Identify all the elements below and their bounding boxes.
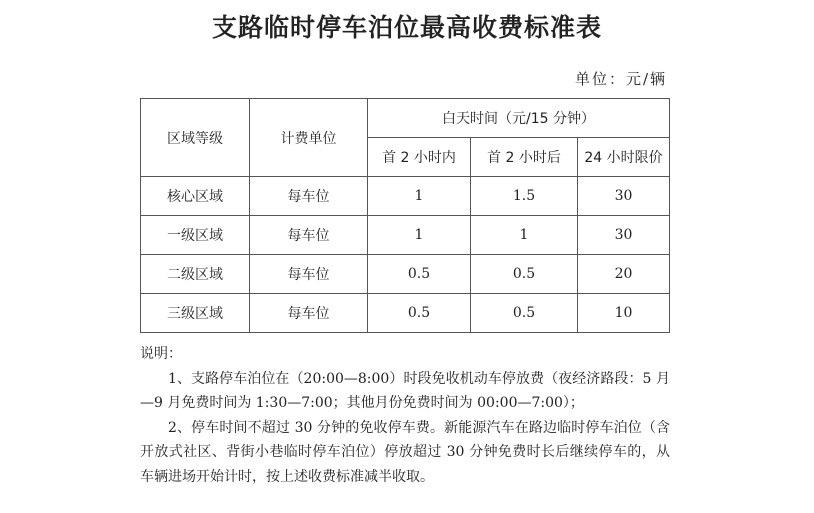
table-row	[141, 294, 670, 333]
cell: 1	[471, 216, 578, 255]
cell: 二级区域	[141, 255, 250, 294]
cell: 1	[368, 216, 471, 255]
cell: 0.5	[471, 294, 578, 333]
notes	[140, 342, 670, 489]
cell: 20	[578, 255, 670, 294]
header-zone: 区域等级	[141, 99, 250, 177]
cell: 一级区域	[141, 216, 250, 255]
cell: 每车位	[250, 294, 368, 333]
fee-table	[140, 98, 670, 333]
table-row	[141, 216, 670, 255]
note-1: 1、支路停车泊位在（20:00—8:00）时段免收机动车停放费（夜经济路段：5 月—9 月免费时间为 1:30—7:00；其他月份免费时间为 00:00—7:00）；	[140, 370, 670, 411]
cell: 三级区域	[141, 294, 250, 333]
cell: 30	[578, 216, 670, 255]
cell: 0.5	[471, 255, 578, 294]
cell: 1	[368, 177, 471, 216]
cell: 0.5	[368, 255, 471, 294]
table-row	[141, 177, 670, 216]
table-row	[141, 255, 670, 294]
header-after-2h: 首 2 小时后	[471, 138, 578, 177]
cell: 10	[578, 294, 670, 333]
header-24h-cap: 24 小时限价	[578, 138, 670, 177]
document-title: 支路临时停车泊位最高收费标准表	[211, 13, 602, 42]
cell: 0.5	[368, 294, 471, 333]
cell: 每车位	[250, 216, 368, 255]
note-2: 2、停车时间不超过 30 分钟的免收停车费。新能源汽车在路边临时停车泊位（含开放式社区、背街小巷临时停车泊位）停放超过 30 分钟免费时长后继续停车的，从车辆进场开始计时，按上述收费标准减半收取。	[140, 419, 670, 485]
header-first-2h: 首 2 小时内	[368, 138, 471, 177]
notes-heading: 说明：	[140, 346, 182, 362]
cell: 每车位	[250, 177, 368, 216]
header-daytime: 白天时间（元/15 分钟）	[368, 99, 670, 138]
cell: 30	[578, 177, 670, 216]
cell: 核心区域	[141, 177, 250, 216]
cell: 每车位	[250, 255, 368, 294]
header-billing-unit: 计费单位	[250, 99, 368, 177]
cell: 1.5	[471, 177, 578, 216]
unit-label: 单位：元/辆	[574, 70, 667, 88]
